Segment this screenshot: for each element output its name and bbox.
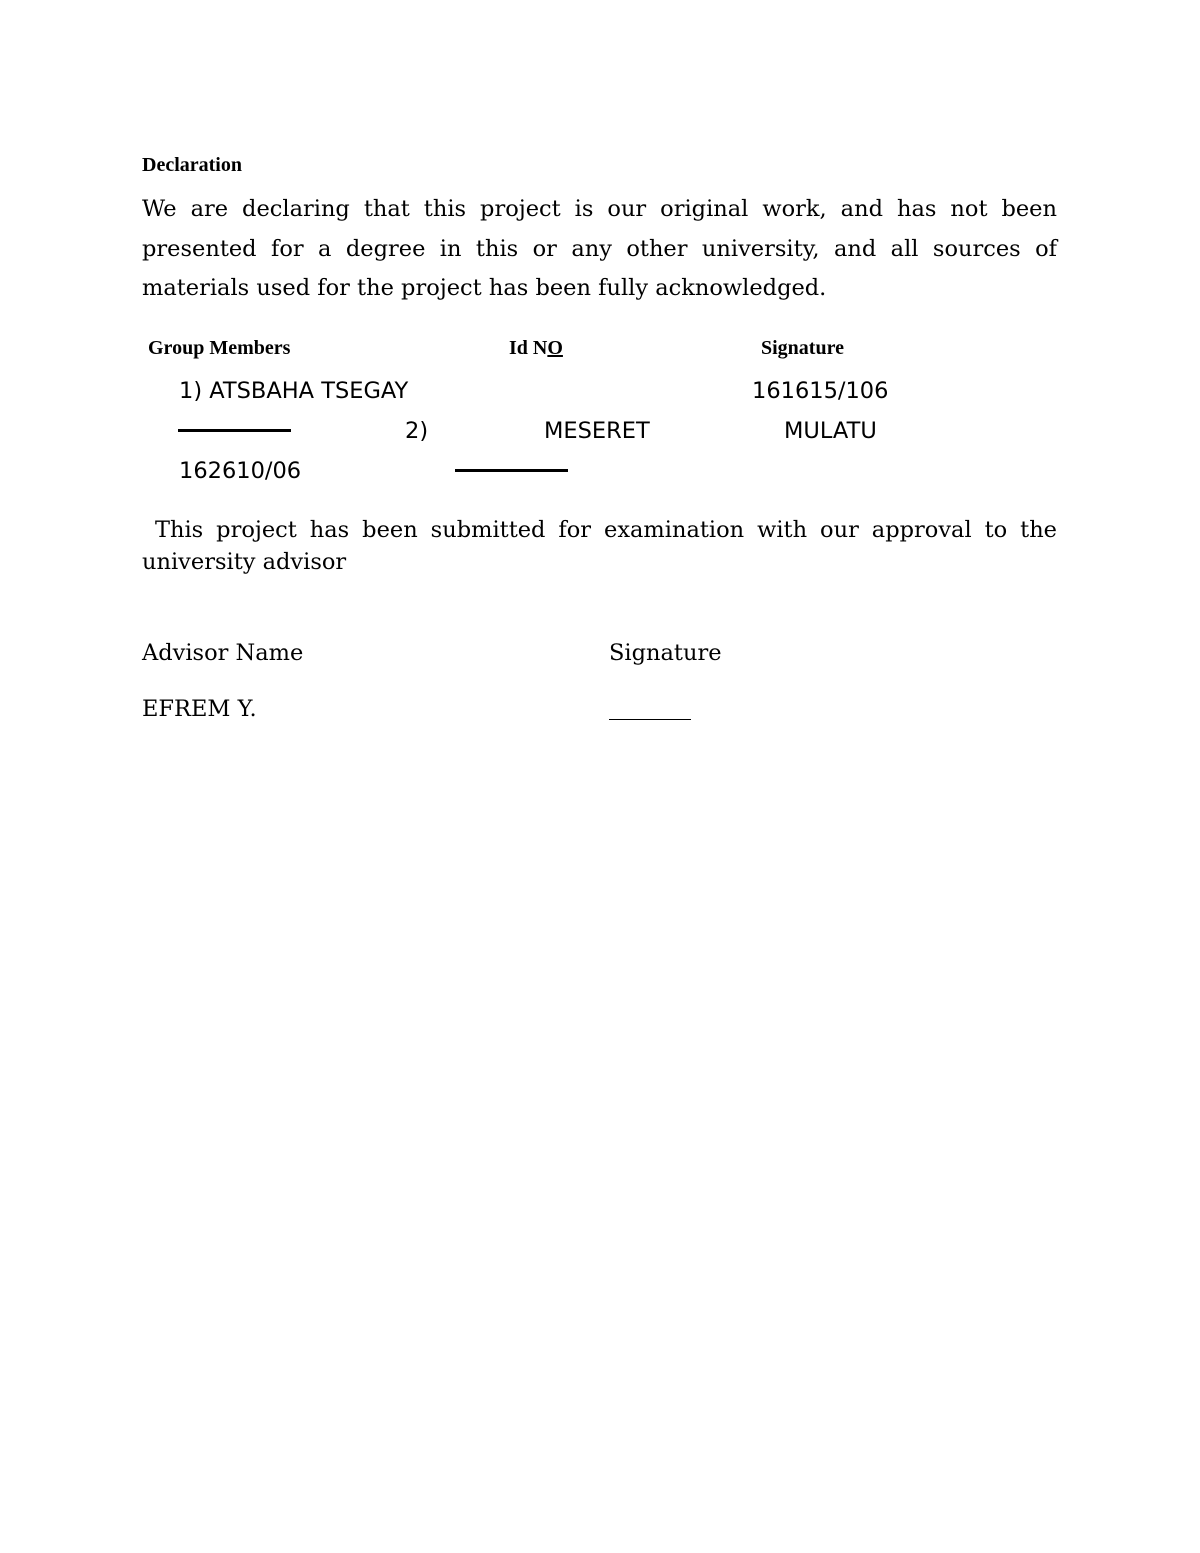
advisor-signature-line [609, 719, 691, 720]
group-members-header: Group Members [148, 337, 291, 359]
id-no-header-underlined: O [547, 337, 563, 359]
member2-number: 2) [405, 418, 429, 444]
approval-text: This project has been submitted for examination with our approval to the university advisor [142, 517, 1058, 575]
declaration-heading: Declaration [142, 154, 242, 176]
advisor-name-header: Advisor Name [142, 640, 304, 666]
member2-signature-line [455, 469, 568, 472]
id-no-header-prefix: Id N [509, 337, 548, 359]
member1-name: 1) ATSBAHA TSEGAY [179, 378, 409, 404]
advisor-signature-header: Signature [609, 640, 722, 666]
advisor-name: EFREM Y. [142, 696, 257, 722]
member1-signature-line [178, 429, 291, 432]
member1-id: 161615/106 [752, 378, 889, 404]
id-no-header [509, 337, 563, 360]
member2-id: 162610/06 [179, 458, 302, 484]
member2-first-name: MESERET [544, 418, 650, 444]
approval-paragraph [142, 514, 1057, 578]
member2-last-name: MULATU [784, 418, 877, 444]
declaration-paragraph: We are declaring that this project is our original work, and has not been presented for a degree in this or any other university, and all sources of materials used for the project has been fully acknowledged. [142, 196, 1057, 301]
signature-header: Signature [761, 337, 844, 359]
